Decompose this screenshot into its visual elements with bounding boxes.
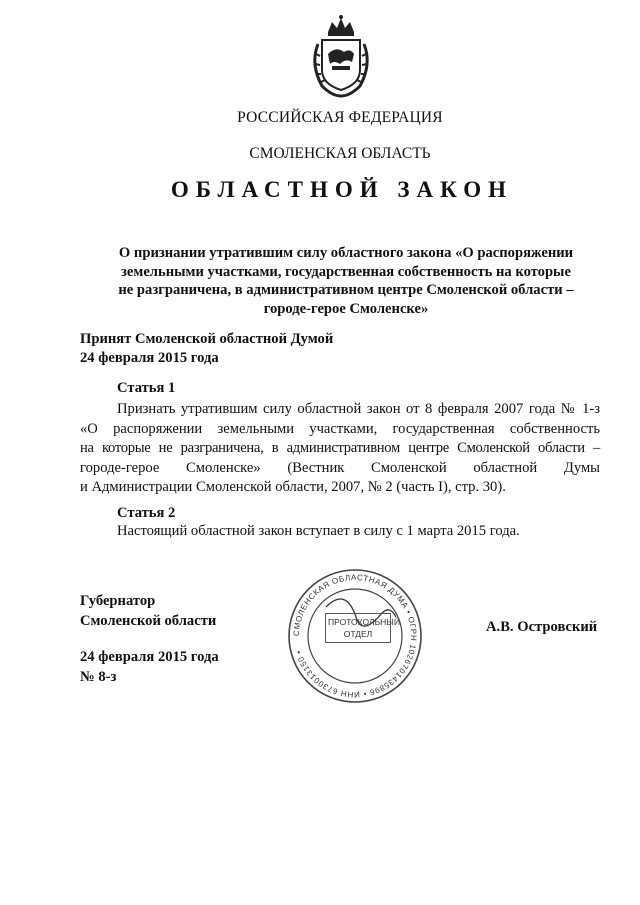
article-1-line: Признать утратившим силу областной закон от 8 февраля 2007 года № 1-з (117, 401, 600, 417)
article-2-body: Настоящий областной закон вступает в силу с 1 марта 2015 года. (117, 523, 520, 539)
subject-line: земельными участками, государственная собственность на которые (121, 263, 571, 280)
article-2-heading: Статья 2 (117, 505, 176, 521)
article-1-line: на которые не разграничена, в административном центре Смоленской области – (80, 440, 600, 456)
subject-line: не разграничена, в административном центре Смоленской области – (118, 282, 574, 298)
signing-info (80, 647, 219, 687)
law-subject (96, 244, 596, 318)
stamp-center-line: ОТДЕЛ (343, 629, 373, 639)
coat-of-arms-emblem (306, 14, 376, 98)
adopted-date: 24 февраля 2015 года (80, 350, 219, 366)
subject-line: городе-герое Смоленске» (263, 300, 429, 317)
article-1-heading: Статья 1 (117, 380, 176, 396)
stamp-ring-text: СМОЛЕНСКАЯ ОБЛАСТНАЯ ДУМА • ОГРН 1026701435896 • ИНН 6730013150 • (291, 572, 419, 700)
country-heading: РОССИЙСКАЯ ФЕДЕРАЦИЯ (237, 109, 443, 126)
law-number: № 8-з (80, 669, 117, 685)
document-type-title: ОБЛАСТНОЙ ЗАКОН (170, 177, 514, 202)
article-1-line: городе-герое Смоленске» (Вестник Смоленской областной Думы (80, 459, 600, 476)
stamp-center-label (325, 613, 400, 643)
article-1-body (80, 400, 600, 498)
stamp-center-line: ПРОТОКОЛЬНЫЙ (328, 617, 400, 627)
article-1-line: и Администрации Смоленской области, 2007, № 2 (часть I), стр. 30). (80, 479, 506, 495)
position-line: Губернатор (80, 593, 156, 609)
subject-line: О признании утратившим силу областного закона «О распоряжении (118, 245, 574, 261)
adoption-info (80, 330, 333, 368)
signatory-name: А.В. Островский (486, 619, 598, 635)
adopted-by: Принят Смоленской областной Думой (80, 331, 334, 347)
region-heading: СМОЛЕНСКАЯ ОБЛАСТЬ (249, 145, 431, 162)
position-line: Смоленской области (80, 613, 217, 629)
article-1-line: «О распоряжении земельными участками, государственная собственность (80, 420, 600, 437)
signing-date: 24 февраля 2015 года (80, 649, 219, 665)
signatory-position (80, 591, 216, 631)
